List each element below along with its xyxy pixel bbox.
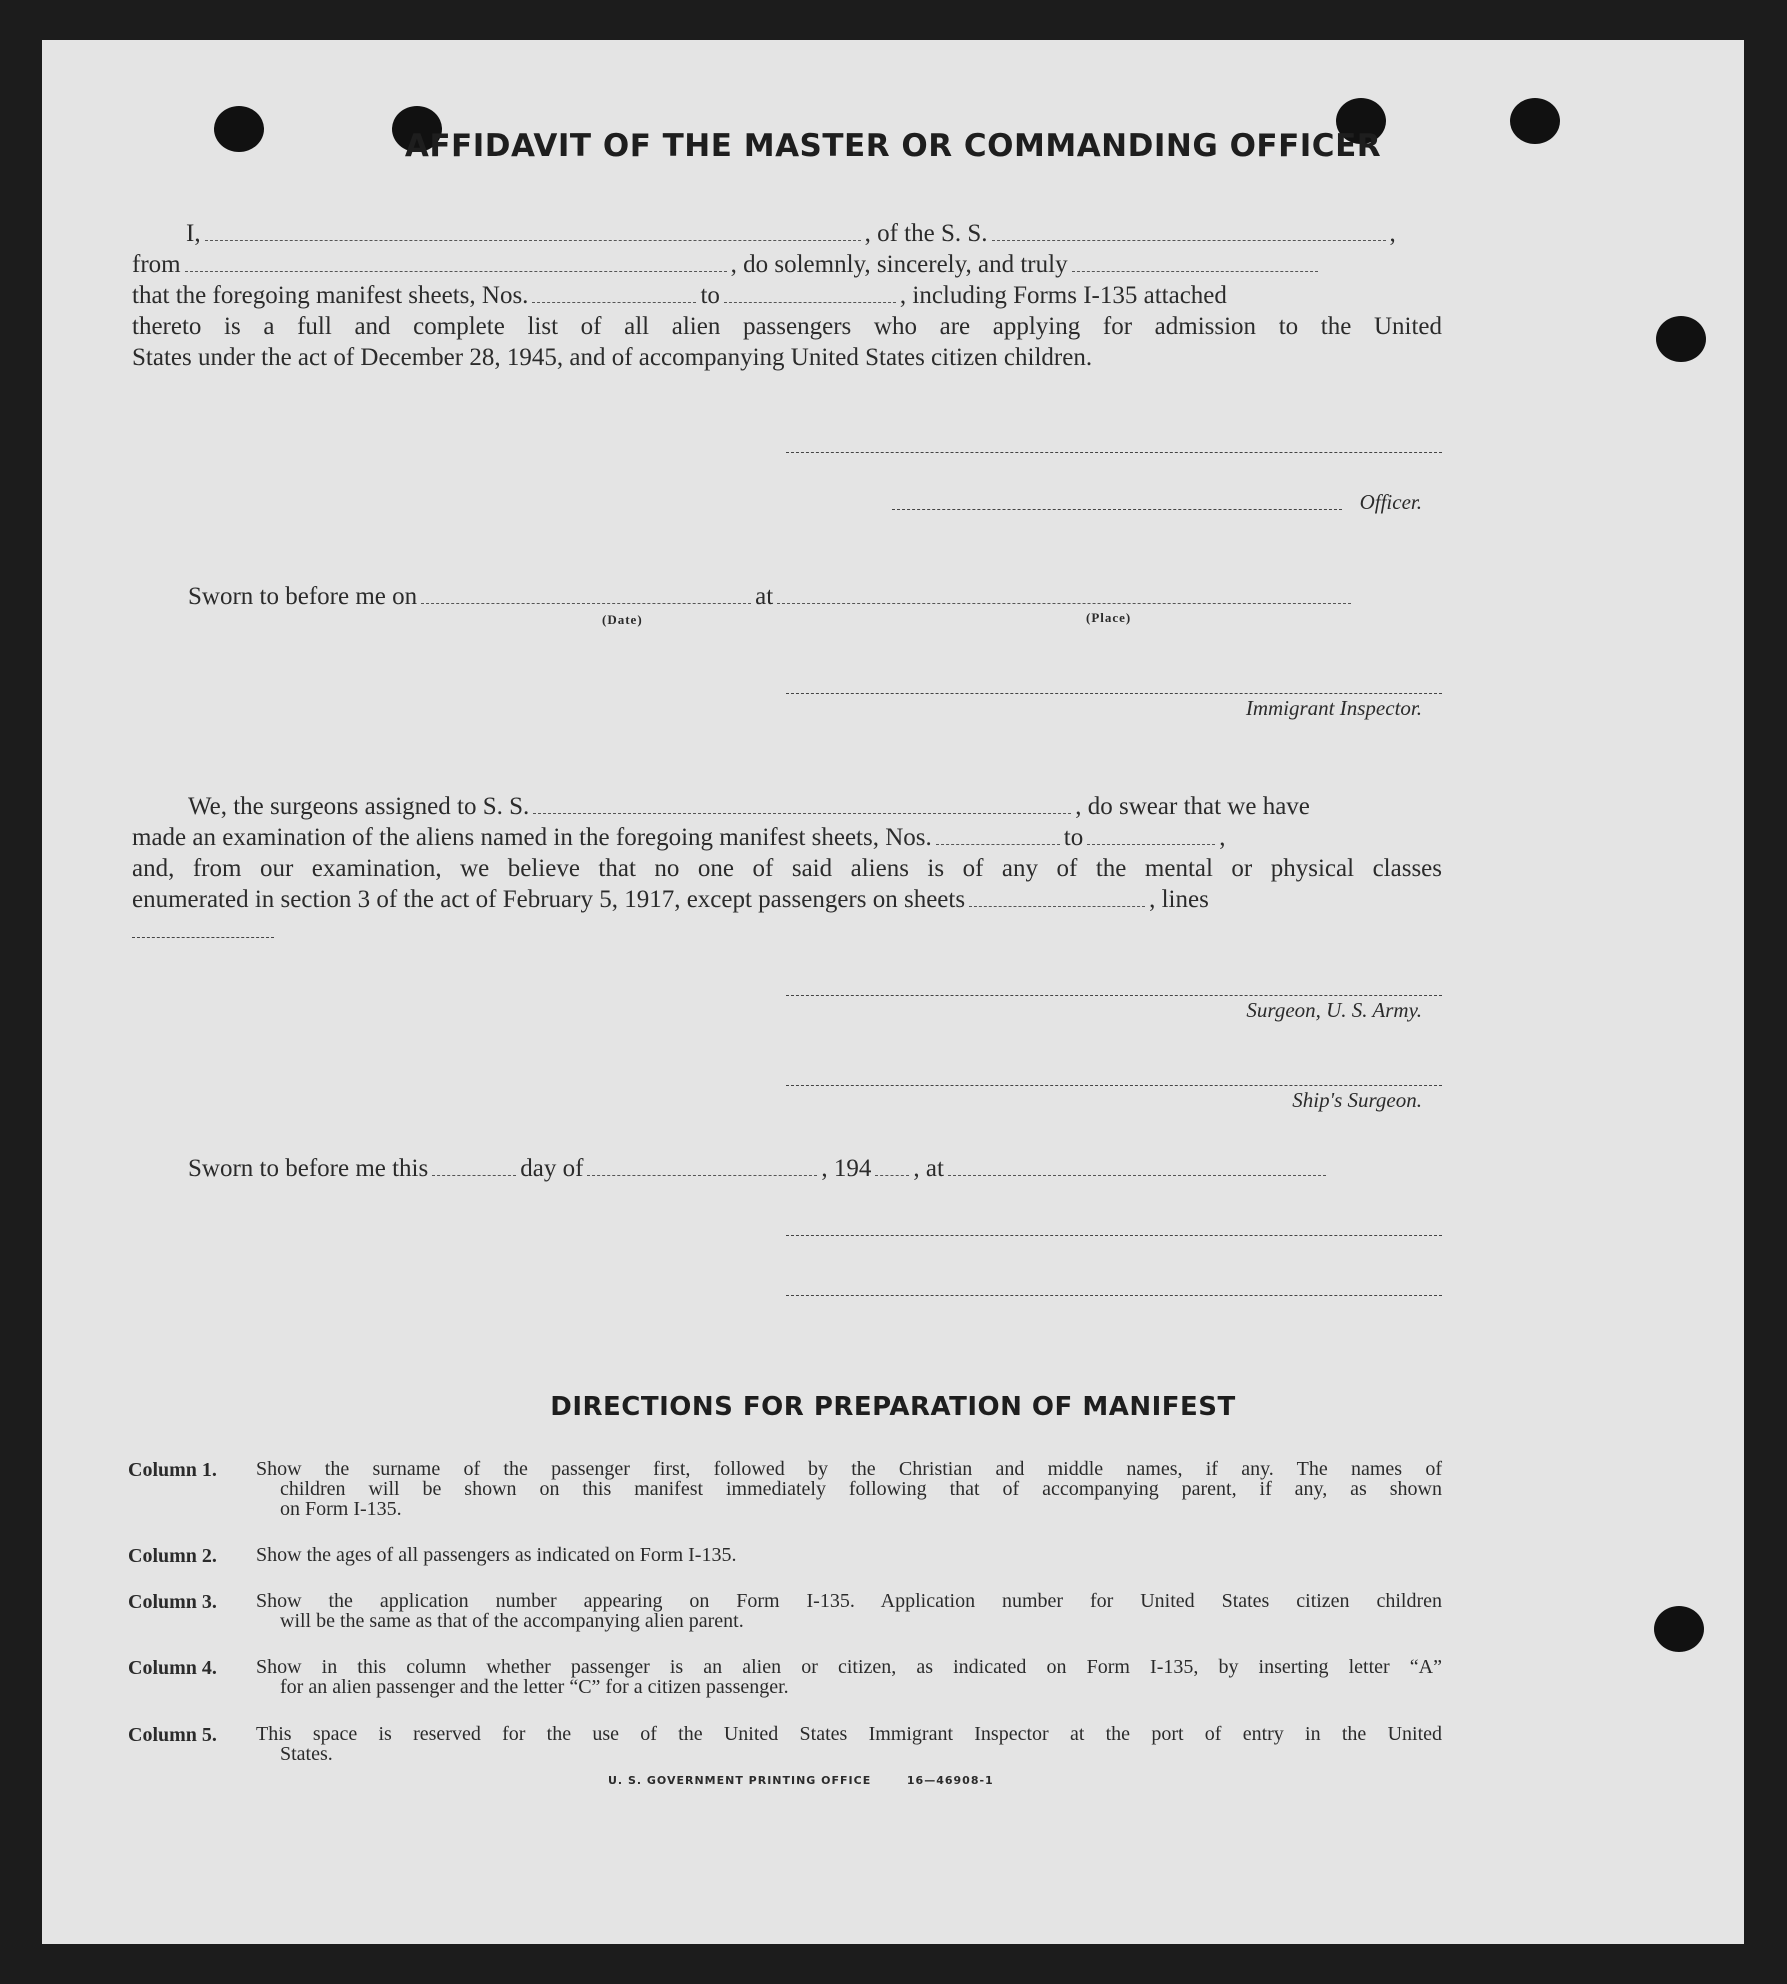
officer-signature-line[interactable] [892,508,1342,510]
punch-hole [1656,316,1706,362]
from-port-field[interactable] [185,253,727,272]
para2-line1: We, the surgeons assigned to S. S. , do swear that we have [188,793,1310,820]
official-signature-line[interactable] [786,1234,1442,1236]
except-lines-field[interactable] [132,936,274,938]
inspector-label: Immigrant Inspector. [1245,696,1422,720]
exam-sheets-from-field[interactable] [936,826,1060,845]
column-4-label: Column 4. [128,1657,217,1679]
directions-title: DIRECTIONS FOR PREPARATION OF MANIFEST [550,1392,1236,1422]
ship-surgeon-label: Ship's Surgeon. [1292,1088,1422,1112]
sheets-from-field[interactable] [532,284,696,303]
date-caption: (Date) [602,612,643,627]
column-4-text: Show in this column whether passenger is an alien or citizen, as indicated on Form I-135, by inserting letter “A” for an alien passenger and the letter “C” for a citizen passenger. [256,1656,1442,1698]
sworn-date-field[interactable] [421,585,751,604]
inspector-signature-line[interactable] [786,692,1442,694]
master-name-field[interactable] [205,222,861,241]
para2-line2: made an examination of the aliens named in the foregoing manifest sheets, Nos. to , [132,824,1226,851]
para1-line3: that the foregoing manifest sheets, Nos. to , including Forms I-135 attached [132,282,1227,309]
punch-hole [1654,1606,1704,1652]
sworn-month-field[interactable] [587,1157,817,1176]
column-3-label: Column 3. [128,1591,217,1613]
sworn-place-field[interactable] [777,585,1351,604]
master-signature-line[interactable] [786,451,1442,453]
column-1-text: Show the surname of the passenger first, followed by the Christian and middle names, if any. The names of children will be shown on this manifest immediately following that of accompanying parent, if any, as shown on Form I-135. [256,1458,1442,1520]
sworn-line-1: Sworn to before me on at [132,581,1442,612]
para1-line2: from , do solemnly, sincerely, and truly [132,249,1442,280]
column-2-label: Column 2. [128,1545,217,1567]
printer-footer: U. S. GOVERNMENT PRINTING OFFICE 16—46908-1 [608,1774,994,1787]
para2-line4: enumerated in section 3 of the act of February 5, 1917, except passengers on sheets , lines [132,886,1209,913]
army-surgeon-signature-line[interactable] [786,994,1442,996]
place-caption: (Place) [1086,610,1132,625]
oath-verb-field[interactable] [1072,253,1318,272]
column-5-text: This space is reserved for the use of the United States Immigrant Inspector at the port of entry in the United States. [256,1723,1442,1765]
ship-name-field[interactable] [992,222,1386,241]
para1-line1: I, , of the S. S. , [186,220,1396,247]
sworn-year-field[interactable] [875,1157,909,1176]
sheets-to-field[interactable] [724,284,896,303]
form-page [42,40,1744,1944]
column-1-label: Column 1. [128,1459,217,1481]
column-2-text: Show the ages of all passengers as indicated on Form I-135. [256,1544,737,1566]
affidavit-title: AFFIDAVIT OF THE MASTER OR COMMANDING OFFICER [404,128,1382,164]
column-5-label: Column 5. [128,1724,217,1746]
official-title-line[interactable] [786,1294,1442,1296]
sworn-day-field[interactable] [432,1157,516,1176]
sworn-line-2: Sworn to before me this day of , 194 , at [132,1153,1442,1184]
sworn-at-field[interactable] [948,1157,1326,1176]
ship-surgeon-signature-line[interactable] [786,1084,1442,1086]
para1-line5: States under the act of December 28, 1945, and of accompanying United States citizen children. [132,344,1093,371]
column-3-text: Show the application number appearing on Form I-135. Application number for United States citizen children will be the same as that of the accompanying alien parent. [256,1590,1442,1632]
surgeon-army-label: Surgeon, U. S. Army. [1246,998,1422,1022]
except-sheets-field[interactable] [969,888,1145,907]
exam-sheets-to-field[interactable] [1087,826,1215,845]
officer-label: Officer. [1359,490,1422,514]
surgeon-ship-field[interactable] [533,795,1071,814]
para2-line3: and, from our examination, we believe that no one of said aliens is of any of the mental or physical classes [132,855,1442,882]
para1-line4: thereto is a full and complete list of all alien passengers who are applying for admission to the United [132,313,1442,340]
